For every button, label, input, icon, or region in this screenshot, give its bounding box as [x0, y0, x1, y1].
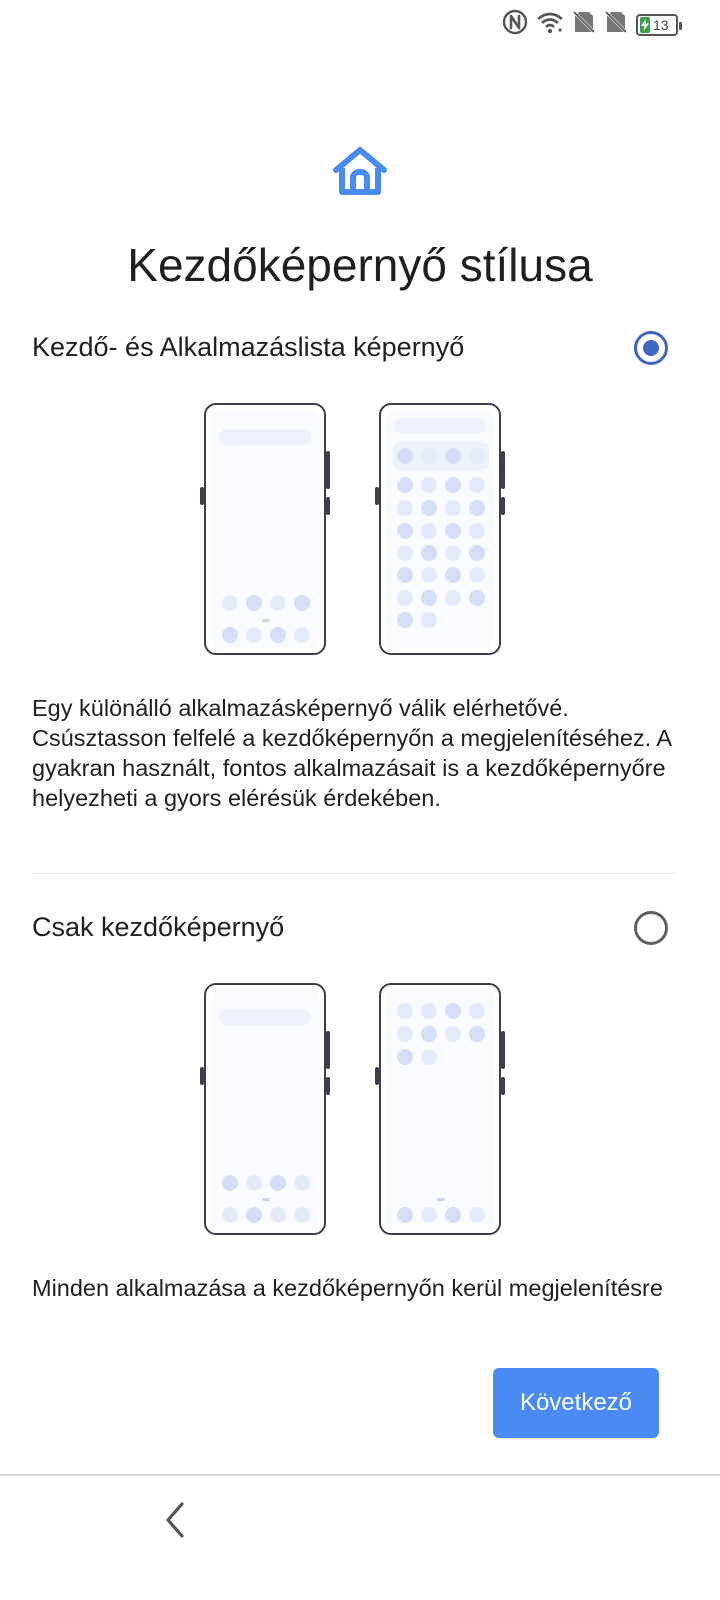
- charging-bolt-icon: [640, 17, 650, 33]
- phone-illustration-home-page-1: [204, 983, 326, 1235]
- phone-illustration-home: [204, 403, 326, 655]
- phone-illustration-home-page-2: [379, 983, 501, 1235]
- wifi-icon: [536, 10, 564, 39]
- option-label-home-only[interactable]: Csak kezdőképernyő: [32, 912, 285, 942]
- next-button[interactable]: Következő: [493, 1368, 659, 1438]
- option-description-home-only: Minden alkalmazása a kezdőképernyőn kerül megjelenítésre: [32, 1275, 663, 1301]
- no-sim-icon: [572, 10, 596, 39]
- status-bar: [0, 0, 720, 44]
- page-title: Kezdőképernyő stílusa: [127, 239, 593, 291]
- nav-divider: [0, 1474, 720, 1476]
- battery-charging-icon: [636, 14, 678, 36]
- no-sim-icon: [604, 10, 628, 39]
- radio-home-and-app-drawer[interactable]: [634, 331, 668, 365]
- option-description-home-and-app-drawer: Egy különálló alkalmazásképernyő válik elérhetővé. Csúsztasson felfelé a kezdőképernyőn a megjelenítéséhez. A gyakran használt, fontos alkalmazásait is a kezdőképernyőre helyezheti a gyors elérésük érdekében.: [32, 695, 671, 811]
- battery-level: 13: [653, 16, 669, 33]
- divider: [32, 873, 675, 874]
- radio-home-only[interactable]: [634, 911, 668, 945]
- option-label-home-and-app-drawer[interactable]: Kezdő- és Alkalmazáslista képernyő: [32, 332, 465, 362]
- chevron-left-icon[interactable]: [160, 1500, 192, 1540]
- status-icons: [502, 9, 678, 40]
- nfc-icon: [502, 9, 528, 40]
- home-icon: [332, 146, 388, 196]
- phone-illustration-app-drawer: [379, 403, 501, 655]
